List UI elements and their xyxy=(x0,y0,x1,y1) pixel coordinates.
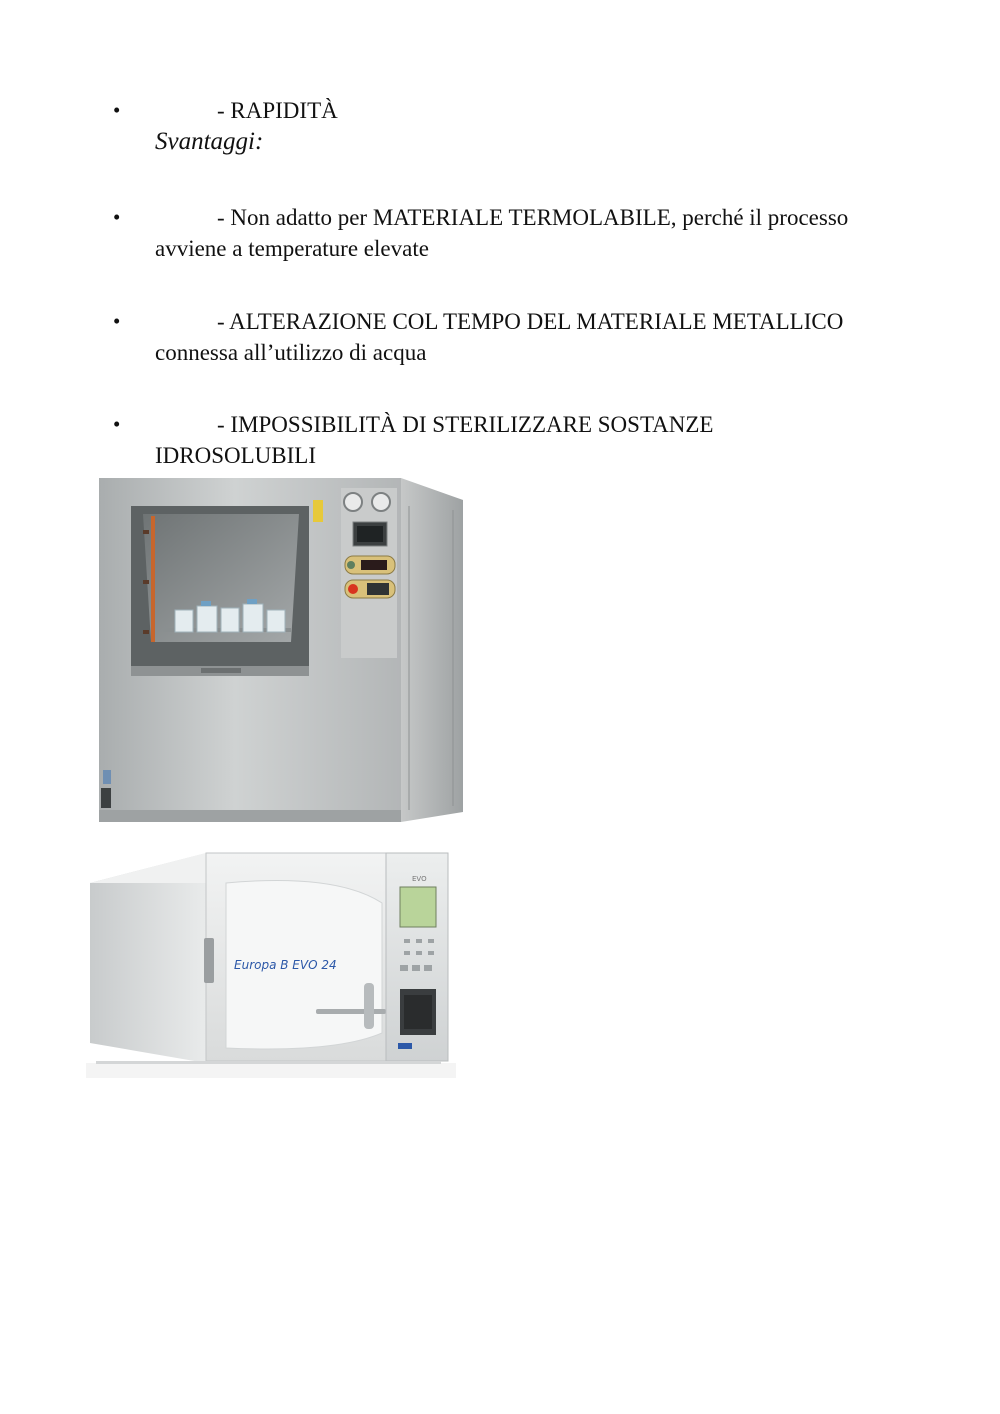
stainless-steam-autoclave-photo xyxy=(91,470,468,838)
bullet-icon: • xyxy=(113,309,121,333)
bullet-icon: • xyxy=(113,412,121,436)
benchtop-autoclave-photo xyxy=(86,843,456,1078)
list-item-text-continuation: IDROSOLUBILI xyxy=(155,443,316,468)
bullet-icon: • xyxy=(113,98,121,122)
list-item-text-continuation: avviene a temperature elevate xyxy=(155,236,429,261)
list-item-text: - RAPIDITÀ xyxy=(217,98,338,123)
brand-label-text: Europa B EVO 24 xyxy=(234,958,337,972)
list-item-text-continuation: connessa all’utilizzo di acqua xyxy=(155,340,427,365)
list-item-text: - IMPOSSIBILITÀ DI STERILIZZARE SOSTANZE xyxy=(217,412,714,437)
panel-label-text: EVO xyxy=(412,875,427,883)
list-item-text: - Non adatto per MATERIALE TERMOLABILE, perché il processo xyxy=(217,205,849,230)
section-heading-svantaggi: Svantaggi: xyxy=(155,128,264,155)
list-item-text: - ALTERAZIONE COL TEMPO DEL MATERIALE METALLICO xyxy=(217,309,844,334)
bullet-icon: • xyxy=(113,205,121,229)
